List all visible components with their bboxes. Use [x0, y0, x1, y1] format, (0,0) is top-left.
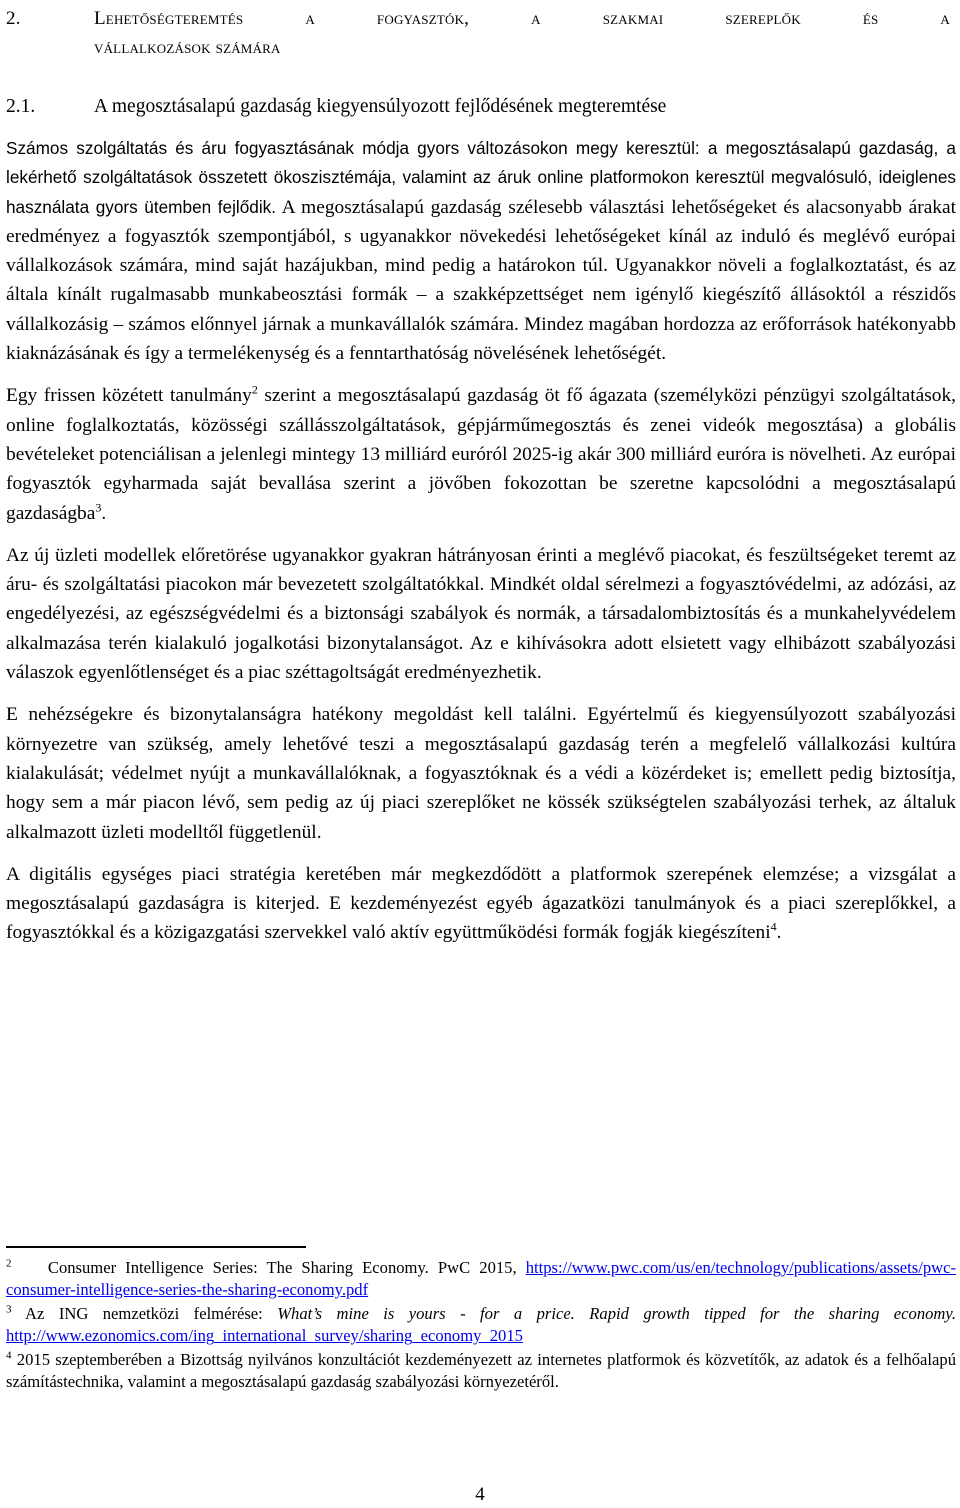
footnote-3-number: 3 — [6, 1303, 12, 1316]
paragraph-5-part-b: . — [776, 922, 782, 944]
paragraph-3: Az új üzleti modellek előretörése ugyanakkor gyakran hátrányosan érinti a meglévő piacokat, és feszültségeket teremt az áru- és szolgáltatási piacokon már bevezetett szolgáltatókkal. Mindkét oldal sérelmezi a fogyasztóvédelmi, az adózási, az engedélyezési, az egészségvédelmi és a biztonsági szabályok és normák, a társadalombiztosítás és a munkahelyvédelem alkalmazása terén kialakuló jogalkotási bizonytalanságot. Az e kihívásokra adott elsietett vagy elhibázott szabályozási válaszok egyenlőtlenséget és a piac széttagoltságát eredményezhetik. — [6, 544, 956, 684]
footnote-2 — [6, 1257, 956, 1301]
paragraph-2-part-a: Egy frissen közétett tanulmány — [6, 385, 252, 407]
footnote-ref-2[interactable]: 2 — [251, 382, 258, 397]
paragraph-1-part-c: Ugyanakkor növeli a foglalkoztatást, és az általa kínált rugalmasabb munkabeosztási formák – a szakképzettséget nem igénylő kiegészítő állásoktól a részidős vállalkozásig – számos előnnyel járnak a munkavállalók számára. Mindez magában hordozza az erőforrások hatékonyabb kiaknázásának és így a termelékenység és a fenntarthatóság növelésének lehetőségét. — [6, 255, 957, 365]
footnote-ref-3[interactable]: 3 — [95, 500, 102, 515]
footnote-2-link[interactable]: https://www.pwc.com/us/en/technology/publications/assets/pwc-consumer-intelligence-series-the-sharing-economy.pdf — [6, 1258, 956, 1299]
footnote-4 — [6, 1349, 956, 1393]
body-text — [6, 134, 956, 948]
footnotes — [6, 1257, 956, 1395]
section-title-line1: Lehetőségteremtés a fogyasztók, a szakmai szereplők és a — [94, 8, 950, 29]
paragraph-2-part-c: . — [101, 502, 107, 524]
subsection-title: A megosztásalapú gazdaság kiegyensúlyozott fejlődésének megteremtése — [94, 96, 667, 117]
paragraph-1 — [6, 134, 956, 368]
footnote-4-number: 4 — [6, 1349, 12, 1362]
paragraph-2-part-b: szerint a megosztásalapú gazdaság öt fő ágazata (személyközi pénzügyi szolgáltatások, online foglalkoztatás, közösségi szállásszolgáltatások, gépjárműmegosztás és zenei videók megosztása) a globális bevételeket potenciálisan a jelenlegi mintegy 13 milliárd euróról 2025-ig akár 300 milliárd euróra is növelheti. Az európai fogyasztók egyharmada saját bevallása szerint a jövőben fokozottan be szeretne kapcsolódni a megosztásalapú gazdaságba — [6, 385, 956, 524]
footnote-3-link[interactable]: http://www.ezonomics.com/ing_international_survey/sharing_economy_2015 — [6, 1326, 523, 1345]
subsection-heading — [6, 94, 956, 120]
paragraph-1-part-a: Számos szolgáltatás és áru fogyasztásának módja gyors változásokon megy keresztül: a megosztásalapú gazdaság, a lekérhető szolgáltatások összetett ökoszisztémája, valamint az áruk online platformokon keresztül megvalósuló, ideiglenes használata gyors ütemben fejlődik. — [6, 138, 956, 217]
footnote-separator — [6, 1246, 306, 1248]
paragraph-5 — [6, 860, 956, 948]
footnote-2-number: 2 — [6, 1257, 12, 1270]
footnote-3-title: What’s mine is yours - for a price. Rapid growth tipped for the sharing economy. — [277, 1304, 957, 1323]
section-heading — [6, 4, 956, 62]
paragraph-2 — [6, 381, 956, 527]
footnote-ref-4[interactable]: 4 — [770, 919, 777, 934]
footnote-4-text: 2015 szeptemberében a Bizottság nyilvános konzultációt kezdeményezett az internetes platformok és közvetítők, az adatok és a felhőalapú számítástechnika, valamint a megosztásalapú gazdaság szabályozási környezetéről. — [6, 1350, 956, 1391]
paragraph-5-part-a: A digitális egységes piaci stratégia keretében már megkezdődött a platformok szerepének elemzése; a vizsgálat a megosztásalapú gazdaságra is kiterjed. E kezdeményezést egyéb ágazatközi tanulmányok és a piaci szereplőkkel, a fogyasztókkal és a közigazgatási szervekkel való aktív együttműködési formák fogják kiegészíteni — [6, 863, 956, 944]
footnote-3-text: Az ING nemzetközi felmérése: — [25, 1304, 278, 1323]
subsection-number: 2.1. — [6, 96, 36, 117]
paragraph-1-part-b: A megosztásalapú gazdaság szélesebb választási lehetőségeket és alacsonyabb árakat eredményez a fogyasztók szempontjából, s ugyanakkor növekedési lehetőségeket kínál az induló és meglévő európai vállalkozások számára, mind saját hazájukban, mind pedig a határokon túl. — [6, 196, 956, 277]
section-title-line2: vállalkozások számára — [94, 37, 281, 58]
footnote-2-text: Consumer Intelligence Series: The Sharing Economy. PwC 2015, — [47, 1258, 517, 1277]
section-number: 2. — [6, 8, 21, 29]
page-number: 4 — [475, 1484, 485, 1505]
footnote-3 — [6, 1303, 956, 1347]
paragraph-4: E nehézségekre és bizonytalanságra hatékony megoldást kell találni. Egyértelmű és kiegyensúlyozott szabályozási környezetre van szükség, amely lehetővé teszi a megosztásalapú gazdaság terén a megfelelő vállalkozási kultúra kialakulását; védelmet nyújt a munkavállalóknak, a fogyasztóknak és a védi a közérdeket is; emellett pedig biztosítja, hogy sem a már piacon lévő, sem pedig az új piaci szereplőket ne kössék szükségtelen szabályozási terhek, az általuk alkalmazott üzleti modelltől függetlenül. — [6, 704, 956, 843]
